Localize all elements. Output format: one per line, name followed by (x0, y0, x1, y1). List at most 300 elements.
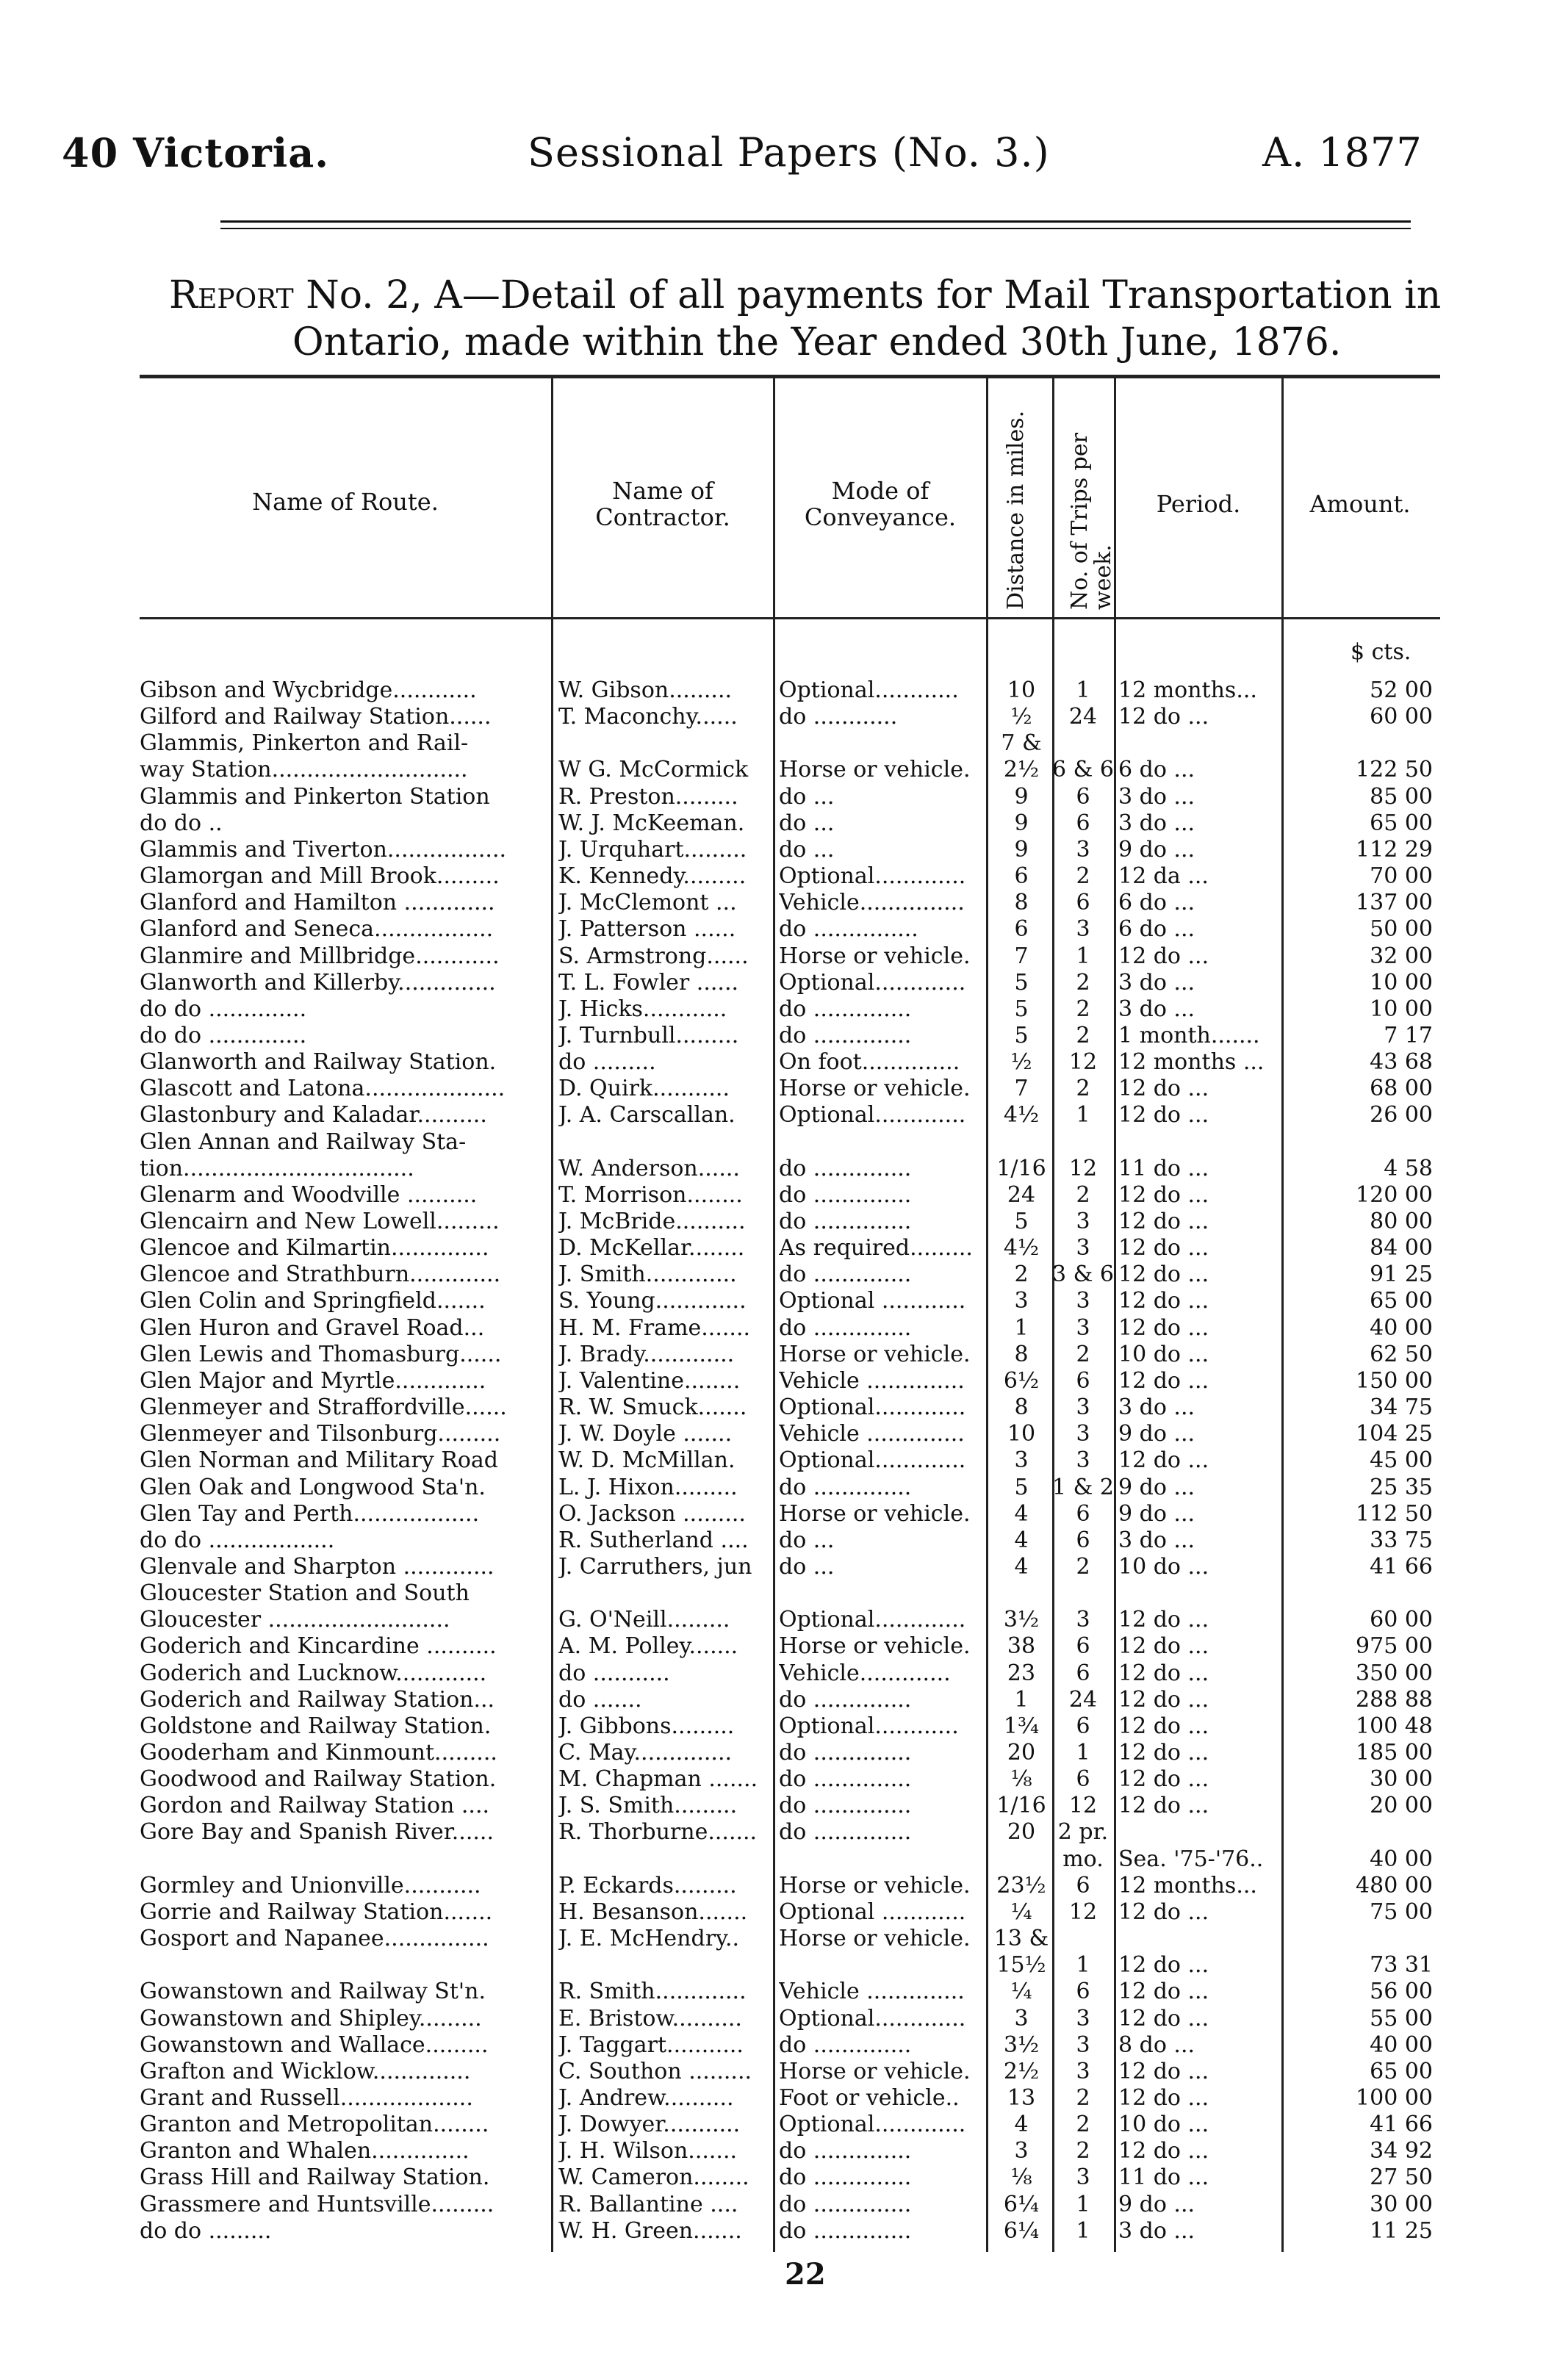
cell-contractor: E. Bristow.......... (558, 2005, 742, 2031)
cell-contractor: R. Preston......... (558, 783, 738, 810)
table-row (0, 916, 1568, 943)
table-row (0, 1023, 1568, 1049)
cell-mode: do .............. (779, 2217, 912, 2244)
cell-contractor: J. Valentine........ (558, 1367, 741, 1394)
cell-route: Gowanstown and Railway St'n. (140, 1979, 486, 2005)
table-row (0, 1288, 1568, 1314)
cell-amount: 10 00 (1370, 969, 1433, 996)
cell-period: 6 do ... (1118, 890, 1195, 916)
cell-route: Goldstone and Railway Station. (140, 1713, 492, 1739)
cell-trips: 3 (1076, 1288, 1090, 1314)
table-row (0, 1102, 1568, 1129)
cell-trips: 12 (1068, 1155, 1098, 1181)
cell-route: Glanford and Seneca................. (140, 916, 494, 943)
table-row (0, 1182, 1568, 1209)
col-head-route: Name of Route. (252, 488, 439, 516)
table-row (0, 2112, 1568, 2138)
cell-contractor: J. S. Smith......... (558, 1793, 738, 1819)
cell-amount: 65 00 (1370, 1288, 1433, 1314)
cell-route: Glen Huron and Gravel Road... (140, 1314, 485, 1341)
cell-period: 12 do ... (1118, 1607, 1209, 1633)
cell-amount: 55 00 (1370, 2005, 1433, 2031)
table-row (0, 2032, 1568, 2059)
cell-period: 12 months... (1118, 677, 1257, 703)
cell-mode: Optional............. (779, 863, 966, 890)
table-row (0, 1580, 1568, 1607)
cell-mode: Vehicle .............. (779, 1421, 965, 1447)
cell-route: Glen Tay and Perth.................. (140, 1500, 480, 1527)
title-line2: Ontario, made within the Year ended 30th June, 1876. (292, 320, 1342, 364)
cell-route: Glammis and Pinkerton Station (140, 783, 490, 810)
cell-distance: 4 (1014, 2112, 1029, 2138)
cell-route: Goderich and Kincardine .......... (140, 1633, 497, 1660)
cell-route: Glen Norman and Military Road (140, 1447, 498, 1474)
cell-contractor: T. Morrison........ (558, 1181, 743, 1208)
cell-route: Granton and Whalen.............. (140, 2138, 470, 2164)
cell-mode: do .............. (779, 1181, 912, 1208)
cell-mode: do .............. (779, 996, 912, 1022)
cell-period: 12 do ... (1118, 1952, 1209, 1979)
table-row (0, 1766, 1568, 1793)
cell-period: 3 do ... (1118, 783, 1195, 810)
table-row (0, 730, 1568, 757)
cell-contractor: S. Armstrong...... (558, 943, 749, 969)
cell-distance: 6½ (1003, 1367, 1040, 1394)
cell-amount: 112 29 (1356, 836, 1433, 863)
cell-contractor: J. Smith............. (558, 1262, 737, 1288)
cell-period: 3 do ... (1118, 996, 1195, 1022)
cell-contractor: W. Anderson...... (558, 1155, 740, 1181)
col-head-contractor-l2: Contractor. (595, 503, 730, 531)
cell-amount: 75 00 (1370, 1898, 1433, 1925)
cell-route: Glen Oak and Longwood Sta'n. (140, 1474, 486, 1500)
cell-mode: do .............. (779, 1314, 912, 1341)
cell-contractor: G. O'Neill......... (558, 1607, 730, 1633)
cell-trips: 6 (1076, 890, 1090, 916)
cell-distance: 8 (1014, 1394, 1029, 1421)
cell-trips: 12 (1068, 1793, 1098, 1819)
table-row (0, 810, 1568, 837)
cell-period: 12 do ... (1118, 1209, 1209, 1234)
cell-period: 9 do ... (1118, 836, 1195, 863)
cell-amount: 73 31 (1370, 1952, 1433, 1979)
cell-mode: Horse or vehicle. (779, 1926, 971, 1952)
cell-trips: 2 (1076, 1341, 1090, 1367)
cell-route: Glencairn and New Lowell......... (140, 1209, 500, 1234)
table-row (0, 1129, 1568, 1156)
cell-trips: 3 (1076, 2031, 1090, 2058)
cell-amount: 41 66 (1370, 1553, 1433, 1580)
cell-period: 12 do ... (1118, 1766, 1209, 1793)
cell-contractor: J. Hicks............ (558, 996, 727, 1022)
cell-contractor: J. McClemont ... (558, 890, 737, 916)
cell-mode: Optional............. (779, 2005, 966, 2031)
cell-period: 12 do ... (1118, 1898, 1209, 1925)
cell-contractor: S. Young............. (558, 1288, 747, 1314)
cell-period: 12 do ... (1118, 2058, 1209, 2084)
cell-period: 12 do ... (1118, 704, 1209, 730)
cell-distance: 3 (1014, 2005, 1029, 2031)
cell-route: do do ......... (140, 2217, 272, 2244)
cell-trips: 2 pr. (1057, 1819, 1109, 1846)
cell-mode: do .............. (779, 2138, 912, 2164)
cell-trips: 2 (1076, 1076, 1090, 1102)
cell-amount: 56 00 (1370, 1979, 1433, 2005)
cell-amount: 80 00 (1370, 1209, 1433, 1234)
cell-contractor: J. A. Carscallan. (558, 1102, 736, 1129)
table-row (0, 1315, 1568, 1342)
table-row (0, 1554, 1568, 1580)
cell-period: 12 do ... (1118, 1367, 1209, 1394)
cell-route: Grant and Russell................... (140, 2084, 473, 2111)
col-head-amount: Amount. (1309, 490, 1411, 518)
cell-mode: Optional............. (779, 1394, 966, 1421)
cell-trips: 6 (1076, 1979, 1090, 2005)
cell-amount: 70 00 (1370, 863, 1433, 890)
cell-period: 9 do ... (1118, 1421, 1195, 1447)
cell-period: 12 do ... (1118, 1076, 1209, 1102)
table-row (0, 1262, 1568, 1288)
cell-contractor: do ......... (558, 1049, 656, 1076)
cell-period: 10 do ... (1118, 1553, 1209, 1580)
table-row (0, 784, 1568, 810)
cell-mode: do .............. (779, 1474, 912, 1500)
cell-mode: Vehicle............... (779, 890, 965, 916)
cell-trips: 2 (1076, 1181, 1090, 1208)
cell-period: 6 do ... (1118, 757, 1195, 783)
cell-period: 12 do ... (1118, 1686, 1209, 1713)
cell-mode: Optional ............ (779, 1898, 966, 1925)
table-row (0, 1687, 1568, 1713)
cell-distance: 3½ (1003, 2031, 1040, 2058)
cell-route: Gilford and Railway Station...... (140, 704, 492, 730)
cell-distance: 5 (1014, 996, 1029, 1022)
cell-trips: 6 (1076, 1527, 1090, 1553)
table-row (0, 1421, 1568, 1447)
cell-trips: 3 (1076, 916, 1090, 943)
cell-contractor: W. H. Green....... (558, 2217, 742, 2244)
cell-period: 3 do ... (1118, 1527, 1195, 1553)
cell-distance: 3 (1014, 2138, 1029, 2164)
cell-distance: 6¼ (1003, 2217, 1040, 2244)
table-top-rule (140, 375, 1440, 378)
cell-mode: do ............ (779, 704, 898, 730)
cell-amount: 60 00 (1370, 704, 1433, 730)
cell-trips: 2 (1076, 969, 1090, 996)
cell-amount: 40 00 (1370, 2031, 1433, 2058)
cell-amount: 150 00 (1356, 1367, 1433, 1394)
table-row (0, 677, 1568, 704)
cell-period: 9 do ... (1118, 1474, 1195, 1500)
cell-distance: 2 (1014, 1262, 1029, 1288)
cell-period: 12 do ... (1118, 2138, 1209, 2164)
cell-mode: do ... (779, 836, 835, 863)
table-row (0, 1846, 1568, 1873)
cell-route: Gosport and Napanee............... (140, 1926, 489, 1952)
table-row (0, 2059, 1568, 2085)
cell-route: Gormley and Unionville........... (140, 1872, 481, 1898)
header-session: 40 Victoria. (62, 129, 330, 176)
cell-trips: 3 (1076, 1607, 1090, 1633)
cell-trips: 3 (1076, 1235, 1090, 1262)
cell-trips: 6 (1076, 810, 1090, 836)
cell-route: do do .. (140, 810, 223, 836)
cell-route: Glen Annan and Railway Sta- (140, 1129, 467, 1155)
cell-amount: 43 68 (1370, 1049, 1433, 1076)
cell-trips: 3 (1076, 2164, 1090, 2191)
cell-mode: do .............. (779, 2164, 912, 2191)
cell-route: Glenmeyer and Tilsonburg......... (140, 1421, 501, 1447)
cell-mode: Horse or vehicle. (779, 757, 971, 783)
cell-trips: 6 (1076, 1713, 1090, 1739)
report-word: Report (169, 273, 294, 317)
table-row (0, 837, 1568, 863)
cell-amount: 288 88 (1356, 1686, 1433, 1713)
cell-period: 11 do ... (1118, 2164, 1209, 2191)
cell-trips: 6 (1076, 1633, 1090, 1660)
cell-trips: 3 (1076, 1447, 1090, 1474)
cell-distance: 3½ (1003, 1607, 1040, 1633)
cell-distance: 23 (1007, 1660, 1036, 1686)
cell-period: 9 do ... (1118, 2191, 1195, 2217)
cell-mode: do ... (779, 1553, 835, 1580)
cell-route: Glencoe and Strathburn............. (140, 1262, 501, 1288)
header-sessional-papers: Sessional Papers (No. 3.) (528, 129, 1050, 176)
cell-distance: 10 (1007, 1421, 1036, 1447)
cell-contractor: J. Urquhart......... (558, 836, 747, 863)
cell-distance: 3 (1014, 1288, 1029, 1314)
cell-distance: ½ (1010, 1049, 1032, 1076)
cell-distance: 20 (1007, 1819, 1036, 1846)
cell-trips: 1 (1076, 1740, 1090, 1766)
cell-amount: 11 25 (1370, 2217, 1433, 2244)
cell-route: Glanmire and Millbridge............ (140, 943, 500, 969)
cell-mode: do .............. (779, 2031, 912, 2058)
cell-mode: On foot.............. (779, 1049, 960, 1076)
cell-distance: 4½ (1003, 1102, 1040, 1129)
cell-amount: 4 58 (1384, 1155, 1433, 1181)
cell-mode: do .............. (779, 1766, 912, 1793)
table-row (0, 757, 1568, 783)
cell-mode: do .............. (779, 1793, 912, 1819)
cell-amount: 104 25 (1356, 1421, 1433, 1447)
cell-mode: Optional............. (779, 1447, 966, 1474)
title-line1: No. 2, A—Detail of all payments for Mail Transportation in (306, 273, 1442, 317)
cell-trips: 24 (1068, 1686, 1098, 1713)
cell-trips: 6 & 6 (1052, 757, 1114, 783)
cell-amount: 40 00 (1370, 1846, 1433, 1872)
cell-trips: 1 (1076, 677, 1090, 703)
cell-period: 12 do ... (1118, 1288, 1209, 1314)
cell-period: 12 do ... (1118, 1447, 1209, 1474)
cell-contractor: L. J. Hixon......... (558, 1474, 738, 1500)
cell-distance: 4 (1014, 1553, 1029, 1580)
cell-amount: 480 00 (1356, 1872, 1433, 1898)
cell-period: 12 do ... (1118, 1314, 1209, 1341)
cell-period: 3 do ... (1118, 969, 1195, 996)
table-header-rule (140, 617, 1440, 619)
cell-route: Goderich and Railway Station... (140, 1686, 495, 1713)
table-row (0, 1235, 1568, 1262)
cell-route: Goderich and Lucknow............. (140, 1660, 487, 1686)
cell-amount: 85 00 (1370, 783, 1433, 810)
cell-trips: 2 (1076, 2112, 1090, 2138)
cell-mode: do .............. (779, 1262, 912, 1288)
cell-trips: 6 (1076, 1872, 1090, 1898)
table-row (0, 1607, 1568, 1633)
cell-route: Glen Colin and Springfield....... (140, 1288, 486, 1314)
cell-mode: Horse or vehicle. (779, 1500, 971, 1527)
cell-mode: do ... (779, 1527, 835, 1553)
cell-period: 9 do ... (1118, 1500, 1195, 1527)
cell-period: 12 da ... (1118, 863, 1209, 890)
cell-mode: Optional............. (779, 1102, 966, 1129)
cell-route: Glanworth and Killerby.............. (140, 969, 496, 996)
cell-trips: 2 (1076, 2084, 1090, 2111)
table-row (0, 1793, 1568, 1819)
cell-mode: Optional............ (779, 1713, 959, 1739)
cell-amount: 122 50 (1356, 757, 1433, 783)
cell-contractor: W. Gibson......... (558, 677, 733, 703)
cell-period: 8 do ... (1118, 2031, 1195, 2058)
cell-distance: 9 (1014, 836, 1029, 863)
cell-distance: 20 (1007, 1740, 1036, 1766)
cell-route: Glascott and Latona.................... (140, 1076, 506, 1102)
cell-distance: ⅛ (1010, 2164, 1032, 2191)
cell-trips: mo. (1062, 1846, 1104, 1872)
cell-distance: 4½ (1003, 1235, 1040, 1262)
cell-mode: do ............... (779, 916, 918, 943)
table-row (0, 1368, 1568, 1394)
cell-route: Gibson and Wycbridge............ (140, 677, 477, 703)
cell-route: Glanford and Hamilton ............. (140, 890, 495, 916)
cell-period: 12 do ... (1118, 1660, 1209, 1686)
cell-mode: Vehicle .............. (779, 1979, 965, 2005)
cell-contractor: J. W. Doyle ....... (558, 1421, 733, 1447)
table-row (0, 1076, 1568, 1102)
cell-route: Grassmere and Huntsville......... (140, 2191, 495, 2217)
cell-period: 12 do ... (1118, 1740, 1209, 1766)
cell-trips: 1 (1076, 2217, 1090, 2244)
page-number: 22 (785, 2257, 826, 2292)
cell-trips: 2 (1076, 996, 1090, 1022)
cell-route: Glen Major and Myrtle............. (140, 1367, 486, 1394)
header-rule-bottom (220, 228, 1411, 229)
cell-contractor: K. Kennedy......... (558, 863, 747, 890)
cell-trips: 1 (1076, 1952, 1090, 1979)
cell-contractor: J. Andrew.......... (558, 2084, 734, 2111)
cell-distance: 7 (1014, 943, 1029, 969)
cell-route: do do .............. (140, 1022, 307, 1048)
cell-contractor: R. Thorburne....... (558, 1819, 758, 1846)
cell-amount: 52 00 (1370, 677, 1433, 703)
table-row (0, 1447, 1568, 1474)
cell-period: 1 month....... (1118, 1022, 1260, 1048)
cell-distance: 24 (1007, 1181, 1036, 1208)
cell-mode: Horse or vehicle. (779, 1633, 971, 1660)
table-row (0, 863, 1568, 890)
cell-contractor: J. Patterson ...... (558, 916, 736, 943)
cell-contractor: H. M. Frame....... (558, 1314, 751, 1341)
cell-mode: Optional............. (779, 969, 966, 996)
cell-distance: 10 (1007, 677, 1036, 703)
cell-distance: 4 (1014, 1500, 1029, 1527)
header-year: A. 1877 (1262, 129, 1423, 176)
cell-route: Grafton and Wicklow.............. (140, 2058, 471, 2084)
cell-distance: 7 (1014, 1076, 1029, 1102)
cell-distance: 2½ (1003, 2058, 1040, 2084)
cell-trips: 6 (1076, 1660, 1090, 1686)
cell-contractor: W. Cameron........ (558, 2164, 749, 2191)
cell-period: 3 do ... (1118, 1394, 1195, 1421)
cell-period: 12 do ... (1118, 1979, 1209, 2005)
cell-route: tion................................. (140, 1155, 414, 1181)
cell-distance: 1¾ (1003, 1713, 1040, 1739)
cell-mode: do ... (779, 783, 835, 810)
cell-mode: Optional............ (779, 677, 959, 703)
cell-route: Glenvale and Sharpton ............. (140, 1553, 495, 1580)
table-row (0, 1475, 1568, 1501)
table-row (0, 2006, 1568, 2032)
cell-contractor: T. Maconchy...... (558, 704, 738, 730)
cell-trips: 1 (1076, 1102, 1090, 1129)
cell-period: 12 do ... (1118, 1713, 1209, 1739)
cell-distance: 3 (1014, 1447, 1029, 1474)
cell-amount: 34 75 (1370, 1394, 1433, 1421)
table-row (0, 1873, 1568, 1899)
cell-contractor: R. W. Smuck....... (558, 1394, 747, 1421)
table-row (0, 1527, 1568, 1554)
cell-contractor: P. Eckards......... (558, 1872, 737, 1898)
table-row (0, 996, 1568, 1023)
cell-trips: 2 (1076, 2138, 1090, 2164)
cell-amount: 34 92 (1370, 2138, 1433, 2164)
cell-route: Glenmeyer and Straffordville...... (140, 1394, 507, 1421)
cell-trips: 1 (1076, 2191, 1090, 2217)
cell-distance: 9 (1014, 783, 1029, 810)
cell-contractor: W. D. McMillan. (558, 1447, 736, 1474)
table-row (0, 1899, 1568, 1926)
cell-route: Glenarm and Woodville .......... (140, 1181, 478, 1208)
cell-distance: 8 (1014, 1341, 1029, 1367)
cell-mode: Optional ............ (779, 1288, 966, 1314)
cell-contractor: M. Chapman ....... (558, 1766, 758, 1793)
cell-distance: 38 (1007, 1633, 1036, 1660)
cell-amount: 100 48 (1356, 1713, 1433, 1739)
cell-amount: 68 00 (1370, 1076, 1433, 1102)
cell-distance: 13 (1007, 2084, 1036, 2111)
cell-contractor: do ........... (558, 1660, 670, 1686)
table-row (0, 1740, 1568, 1766)
cell-contractor: R. Smith............. (558, 1979, 747, 2005)
table-row (0, 2085, 1568, 2112)
cell-mode: Horse or vehicle. (779, 1341, 971, 1367)
cell-mode: do .............. (779, 2191, 912, 2217)
cell-mode: Vehicle............. (779, 1660, 951, 1686)
cell-route: Granton and Metropolitan........ (140, 2112, 489, 2138)
cell-route: Grass Hill and Railway Station. (140, 2164, 490, 2191)
cell-amount: 7 17 (1384, 1022, 1433, 1048)
cell-amount: 975 00 (1356, 1633, 1433, 1660)
cell-trips: 12 (1068, 1049, 1098, 1076)
col-head-mode-l2: Conveyance. (804, 503, 957, 531)
cell-route: Glencoe and Kilmartin.............. (140, 1235, 489, 1262)
cell-period: 12 do ... (1118, 1633, 1209, 1660)
table-row (0, 1660, 1568, 1687)
cell-trips: 3 (1076, 836, 1090, 863)
table-row (0, 1979, 1568, 2005)
cell-mode: Horse or vehicle. (779, 2058, 971, 2084)
